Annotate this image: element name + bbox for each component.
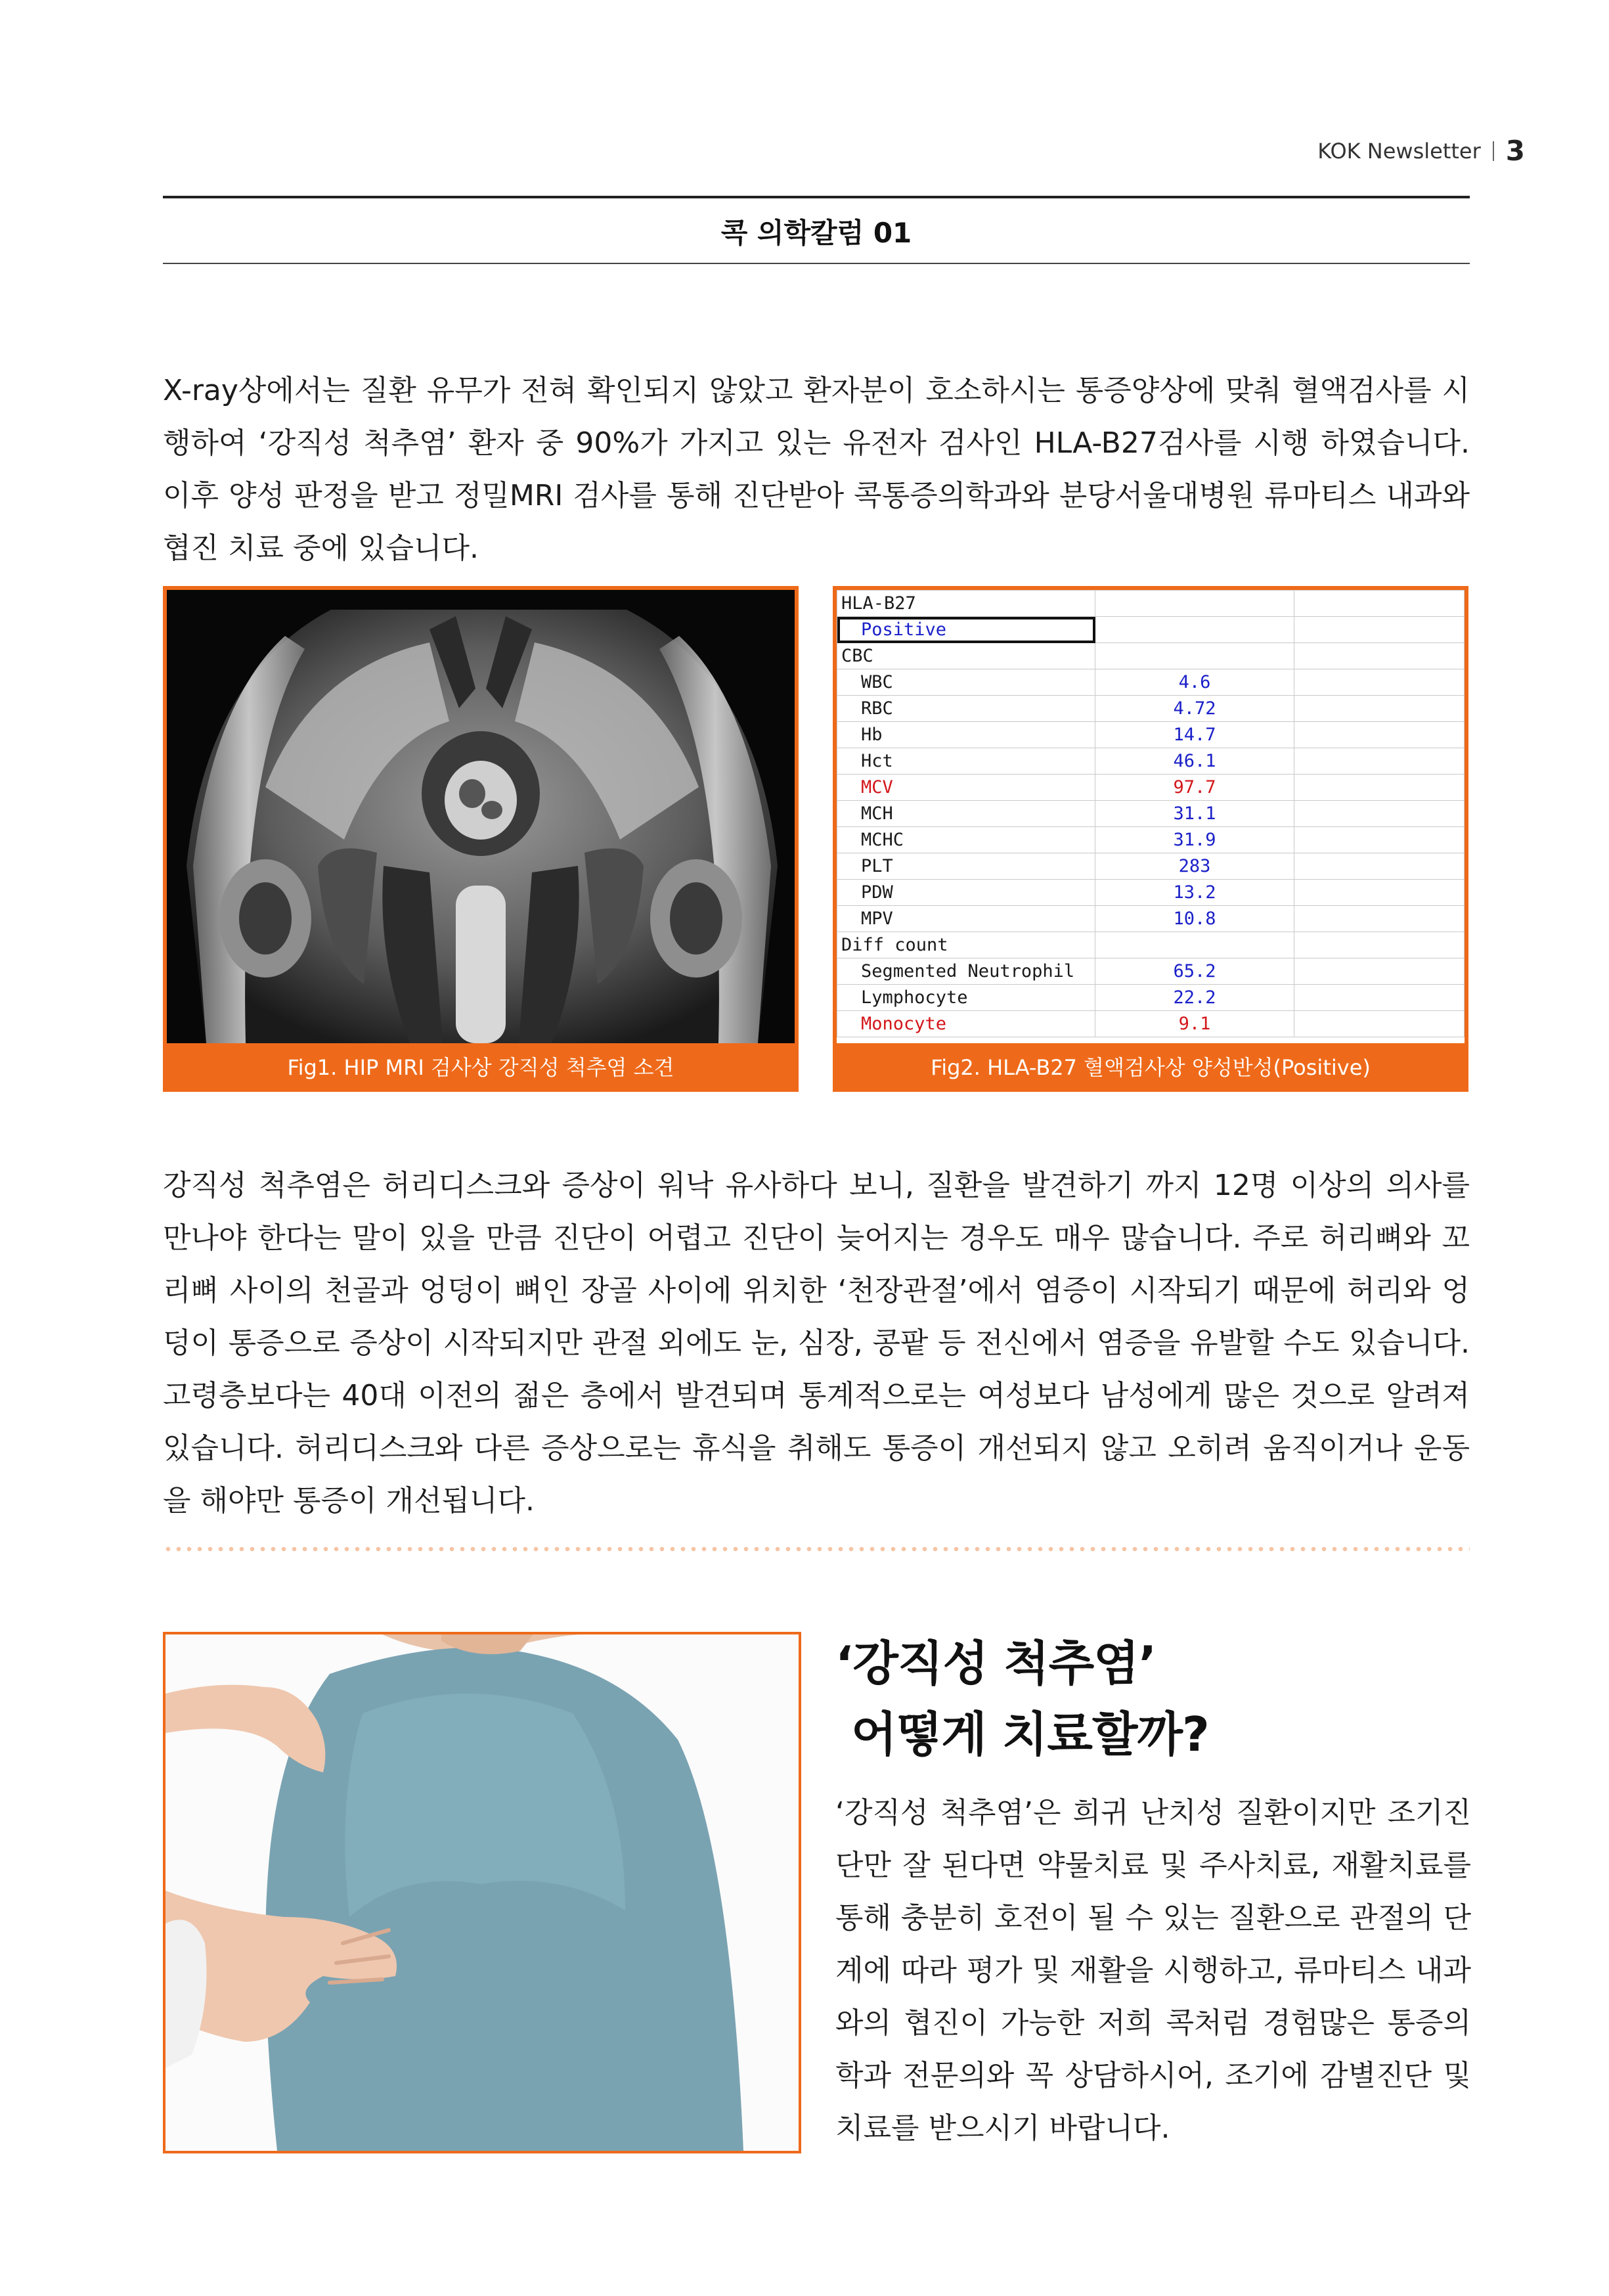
page-number: 3 xyxy=(1505,135,1525,167)
lab-row xyxy=(837,643,1465,669)
lab-row xyxy=(837,1011,1465,1037)
top-rule xyxy=(163,196,1470,198)
lab-test-name: CBC xyxy=(837,643,1095,669)
lab-row xyxy=(837,669,1465,696)
lab-row xyxy=(837,932,1465,958)
lab-empty-cell xyxy=(1294,748,1465,775)
lab-row xyxy=(837,801,1465,827)
lab-test-name: MCH xyxy=(837,801,1095,827)
intro-paragraph: X-ray상에서는 질환 유무가 전혀 확인되지 않았고 환자분이 호소하시는 통증양상에 맞춰 혈액검사를 시행하여 ‘강직성 척추염’ 환자 중 90%가 가지고 있는 유전자 검사인 HLA-B27검사를 시행 하였습니다. 이후 양성 판정을 받고 정밀MRI 검사를 통해 진단받아 콕통증의학과와 분당서울대병원 류마티스 내과와 협진 치료 중에 있습니다. xyxy=(163,374,1470,565)
lab-row xyxy=(837,906,1465,932)
treatment-heading xyxy=(835,1628,1209,1770)
lab-test-value: 31.9 xyxy=(1095,827,1294,853)
lab-row xyxy=(837,617,1465,643)
lab-test-value: 283 xyxy=(1095,853,1294,880)
lab-empty-cell xyxy=(1294,985,1465,1011)
lab-test-value: 46.1 xyxy=(1095,748,1294,775)
lab-row xyxy=(837,880,1465,906)
lab-test-name: Positive xyxy=(837,617,1095,643)
figure2-caption: Fig2. HLA-B27 혈액검사상 양성반성(Positive) xyxy=(931,1055,1371,1080)
lab-row xyxy=(837,827,1465,853)
lab-empty-cell xyxy=(1294,932,1465,958)
lab-test-name: RBC xyxy=(837,696,1095,722)
lab-table xyxy=(837,590,1465,1037)
lab-test-value: 9.1 xyxy=(1095,1011,1294,1037)
lab-result-table xyxy=(837,590,1465,1043)
lab-test-name: Hct xyxy=(837,748,1095,775)
lab-empty-cell xyxy=(1294,853,1465,880)
lab-test-name: PDW xyxy=(837,880,1095,906)
treatment-heading-line1: ‘강직성 척추염’ xyxy=(835,1636,1157,1691)
lab-test-name: MCHC xyxy=(837,827,1095,853)
lab-empty-cell xyxy=(1294,669,1465,696)
lab-test-value: 31.1 xyxy=(1095,801,1294,827)
title-rule xyxy=(163,263,1470,264)
lab-test-name: HLA-B27 xyxy=(837,591,1095,617)
lab-test-value: 14.7 xyxy=(1095,722,1294,748)
lab-empty-cell xyxy=(1294,722,1465,748)
lab-empty-cell xyxy=(1294,643,1465,669)
lab-empty-cell xyxy=(1294,880,1465,906)
lab-row xyxy=(837,958,1465,985)
lab-test-value: 22.2 xyxy=(1095,985,1294,1011)
lab-test-value: 13.2 xyxy=(1095,880,1294,906)
running-head xyxy=(1317,135,1525,167)
lab-row xyxy=(837,722,1465,748)
lab-test-value xyxy=(1095,932,1294,958)
lab-test-name: WBC xyxy=(837,669,1095,696)
lab-test-name: MCV xyxy=(837,775,1095,801)
lab-test-name: MPV xyxy=(837,906,1095,932)
lab-row xyxy=(837,775,1465,801)
lab-empty-cell xyxy=(1294,696,1465,722)
lab-test-value xyxy=(1095,643,1294,669)
lab-test-name: Diff count xyxy=(837,932,1095,958)
lab-test-value: 4.6 xyxy=(1095,669,1294,696)
lab-test-value: 65.2 xyxy=(1095,958,1294,985)
body-paragraph: 강직성 척추염은 허리디스크와 증상이 워낙 유사하다 보니, 질환을 발견하기 까지 12명 이상의 의사를 만나야 한다는 말이 있을 만큼 진단이 어렵고 진단이 늦어지는 경우도 매우 많습니다. 주로 허리뼈와 꼬리뼈 사이의 천골과 엉덩이 뼈인 장골 사이에 위치한 ‘천장관절’에서 염증이 시작되기 때문에 허리와 엉덩이 통증으로 증상이 시작되지만 관절 외에도 눈, 심장, 콩팥 등 전신에서 염증을 유발할 수도 있습니다. 고령층보다는 40대 이전의 젊은 층에서 발견되며 통계적으로는 여성보다 남성에게 많은 것으로 알려져 있습니다. 허리디스크와 다른 증상으로는 휴식을 취해도 통증이 개선되지 않고 오히려 움직이거나 운동을 해야만 통증이 개선됩니다. xyxy=(163,1169,1470,1518)
mri-image xyxy=(167,590,795,1043)
lab-test-name: PLT xyxy=(837,853,1095,880)
lab-test-name: Lymphocyte xyxy=(837,985,1095,1011)
lab-test-name: Hb xyxy=(837,722,1095,748)
lab-test-value: 10.8 xyxy=(1095,906,1294,932)
lab-test-value: 97.7 xyxy=(1095,775,1294,801)
figure1-caption: Fig1. HIP MRI 검사상 강직성 척추염 소견 xyxy=(287,1055,674,1080)
section-title: 콕 의학칼럼 01 xyxy=(720,217,912,249)
lab-empty-cell xyxy=(1294,827,1465,853)
lab-row xyxy=(837,591,1465,617)
lab-test-value xyxy=(1095,617,1294,643)
lab-test-name: Segmented Neutrophil xyxy=(837,958,1095,985)
lab-row xyxy=(837,853,1465,880)
lab-empty-cell xyxy=(1294,906,1465,932)
lab-row xyxy=(837,748,1465,775)
newsletter-name: KOK Newsletter xyxy=(1317,138,1481,164)
lab-row xyxy=(837,985,1465,1011)
header-separator xyxy=(1493,141,1494,161)
lab-row xyxy=(837,696,1465,722)
treatment-paragraph: ‘강직성 척추염’은 희귀 난치성 질환이지만 조기진단만 잘 된다면 약물치료 및 주사치료, 재활치료를 통해 충분히 호전이 될 수 있는 질환으로 관절의 단계에 따라 평가 및 재활을 시행하고, 류마티스 내과와의 협진이 가능한 저희 콕처럼 경험많은 통증의학과 전문의와 꼭 상담하시어, 조기에 감별진단 및 치료를 받으시기 바랍니다. xyxy=(835,1796,1471,2145)
figure-hip-mri xyxy=(163,586,799,1092)
figure-lab-results xyxy=(833,586,1468,1092)
lab-empty-cell xyxy=(1294,775,1465,801)
lab-empty-cell xyxy=(1294,617,1465,643)
lab-empty-cell xyxy=(1294,591,1465,617)
lab-test-name: Monocyte xyxy=(837,1011,1095,1037)
lab-empty-cell xyxy=(1294,958,1465,985)
lab-test-value xyxy=(1095,591,1294,617)
lab-test-value: 4.72 xyxy=(1095,696,1294,722)
treatment-heading-line2: 어떻게 치료할까? xyxy=(835,1707,1209,1762)
dotted-divider xyxy=(163,1546,1470,1552)
lab-empty-cell xyxy=(1294,801,1465,827)
back-pain-photo xyxy=(163,1632,801,2153)
lab-empty-cell xyxy=(1294,1011,1465,1037)
